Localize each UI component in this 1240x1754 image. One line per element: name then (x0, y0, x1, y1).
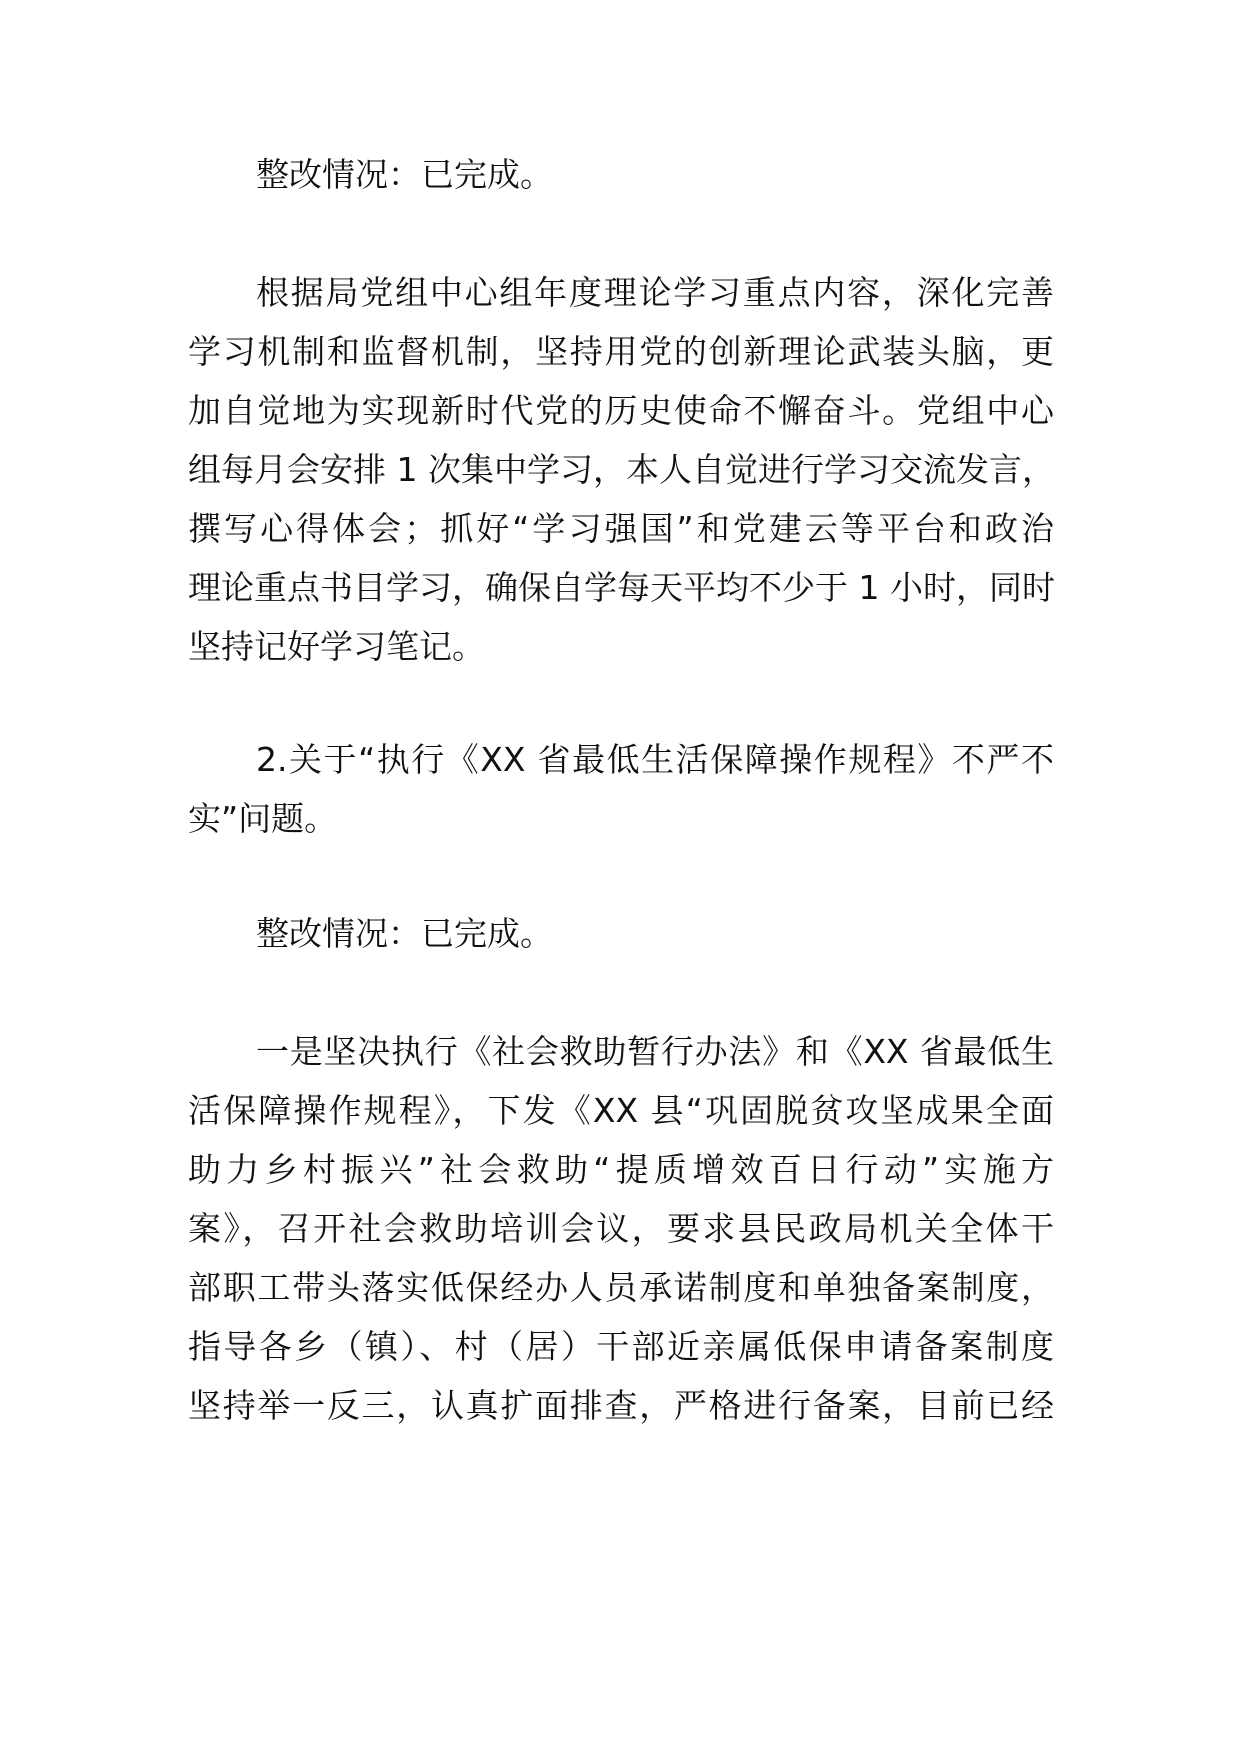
paragraph-line: 学习机制和监督机制，坚持用党的创新理论武装头脑，更 (188, 332, 1054, 371)
paragraph-line: 加自觉地为实现新时代党的历史使命不懈奋斗。党组中心 (188, 391, 1054, 430)
paragraph-line: 撰写心得体会；抓好“学习强国”和党建云等平台和政治 (188, 509, 1054, 548)
paragraph-line: 案》，召开社会救助培训会议，要求县民政局机关全体干 (188, 1209, 1054, 1248)
paragraph-line: 活保障操作规程》，下发《XX 县“巩固脱贫攻坚成果全面 (188, 1091, 1054, 1130)
status-line: 整改情况：已完成。 (256, 155, 553, 194)
heading-line: 实”问题。 (188, 799, 338, 838)
paragraph-line: 指导各乡（镇）、村（居）干部近亲属低保申请备案制度 (188, 1327, 1054, 1366)
paragraph-line: 一是坚决执行《社会救助暂行办法》和《XX 省最低生 (256, 1032, 1054, 1071)
paragraph-line: 根据局党组中心组年度理论学习重点内容，深化完善 (256, 273, 1054, 312)
status-line: 整改情况：已完成。 (256, 914, 553, 953)
paragraph-line: 坚持举一反三，认真扩面排查，严格进行备案，目前已经 (188, 1386, 1054, 1425)
paragraph-line: 助力乡村振兴”社会救助“提质增效百日行动”实施方 (188, 1150, 1054, 1189)
heading-line: 2.关于“执行《XX 省最低生活保障操作规程》不严不 (256, 740, 1054, 779)
paragraph-line: 坚持记好学习笔记。 (188, 627, 485, 666)
paragraph-line: 组每月会安排 1 次集中学习，本人自觉进行学习交流发言， (188, 450, 1055, 489)
paragraph-line: 部职工带头落实低保经办人员承诺制度和单独备案制度， (188, 1268, 1054, 1307)
paragraph-line: 理论重点书目学习，确保自学每天平均不少于 1 小时，同时 (188, 568, 1055, 607)
